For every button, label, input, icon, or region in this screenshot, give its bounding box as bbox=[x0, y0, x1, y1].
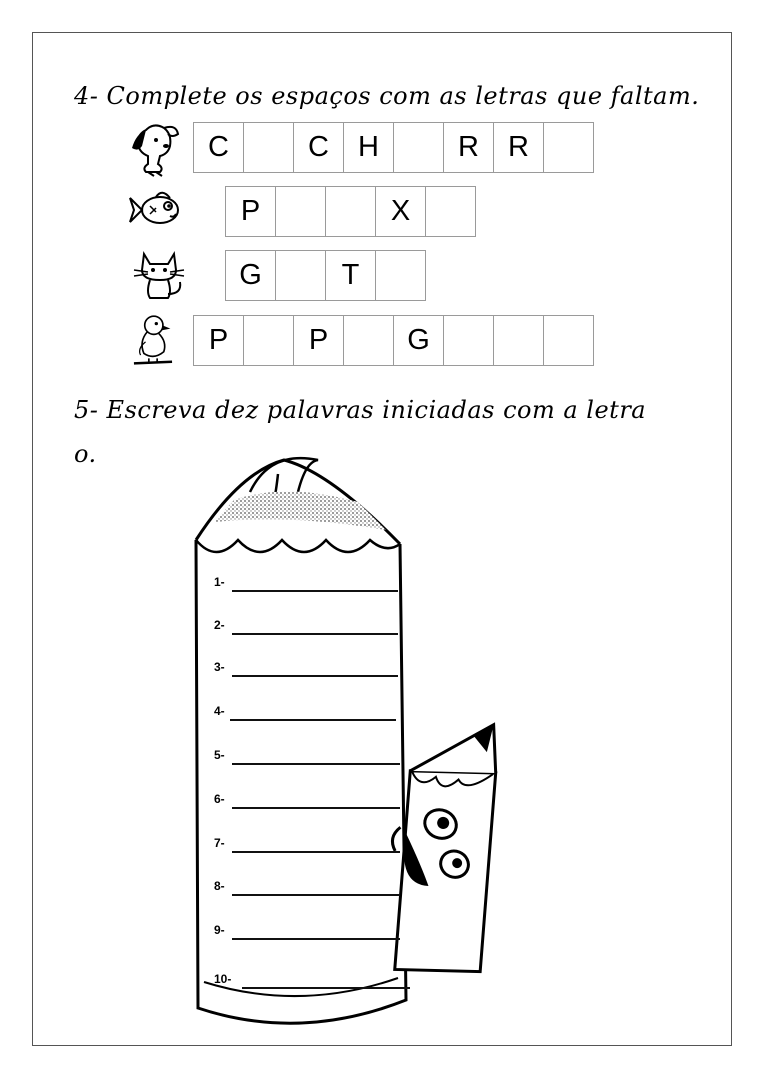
writing-line[interactable] bbox=[232, 633, 398, 635]
line-number: 10- bbox=[214, 972, 232, 986]
writing-line[interactable] bbox=[232, 807, 400, 809]
pencil-illustration bbox=[180, 452, 560, 1032]
letter-row-cat bbox=[225, 250, 426, 302]
line-number: 8- bbox=[214, 879, 225, 893]
letter-cell[interactable]: X bbox=[375, 186, 426, 237]
letter-cell[interactable] bbox=[493, 315, 544, 366]
letter-row-bird bbox=[193, 315, 594, 367]
fish-icon bbox=[126, 182, 184, 240]
letter-cell[interactable]: G bbox=[225, 250, 276, 301]
letter-cell[interactable]: G bbox=[393, 315, 444, 366]
letter-cell[interactable]: P bbox=[193, 315, 244, 366]
letter-row-fish bbox=[225, 186, 476, 238]
letter-cell[interactable]: R bbox=[493, 122, 544, 173]
letter-cell[interactable] bbox=[393, 122, 444, 173]
letter-cell[interactable] bbox=[543, 315, 594, 366]
letter-cell[interactable]: P bbox=[293, 315, 344, 366]
letter-cell[interactable] bbox=[343, 315, 394, 366]
writing-line[interactable] bbox=[232, 590, 398, 592]
writing-line[interactable] bbox=[232, 763, 400, 765]
letter-cell[interactable]: T bbox=[325, 250, 376, 301]
line-number: 9- bbox=[214, 923, 225, 937]
letter-cell[interactable] bbox=[243, 122, 294, 173]
writing-line[interactable] bbox=[232, 938, 400, 940]
writing-line[interactable] bbox=[242, 987, 410, 989]
exercise-5-title-continuation: o. bbox=[74, 440, 97, 468]
bird-icon bbox=[124, 312, 182, 370]
line-number: 3- bbox=[214, 660, 225, 674]
writing-line[interactable] bbox=[230, 719, 396, 721]
line-number: 7- bbox=[214, 836, 225, 850]
pencil-drawing bbox=[180, 452, 560, 1032]
cat-icon bbox=[130, 244, 188, 302]
letter-cell[interactable] bbox=[375, 250, 426, 301]
letter-cell[interactable] bbox=[443, 315, 494, 366]
letter-cell[interactable]: C bbox=[193, 122, 244, 173]
letter-row-dog bbox=[193, 122, 594, 174]
letter-cell[interactable]: P bbox=[225, 186, 276, 237]
writing-line[interactable] bbox=[232, 675, 398, 677]
line-number: 5- bbox=[214, 748, 225, 762]
letter-cell[interactable] bbox=[543, 122, 594, 173]
letter-cell[interactable] bbox=[275, 250, 326, 301]
writing-line[interactable] bbox=[232, 894, 400, 896]
letter-cell[interactable] bbox=[425, 186, 476, 237]
letter-cell[interactable]: H bbox=[343, 122, 394, 173]
exercise-5-title: 5- Escreva dez palavras iniciadas com a letra bbox=[74, 396, 647, 424]
writing-line[interactable] bbox=[232, 851, 400, 853]
letter-cell[interactable] bbox=[275, 186, 326, 237]
letter-cell[interactable] bbox=[325, 186, 376, 237]
line-number: 4- bbox=[214, 704, 225, 718]
letter-cell[interactable]: C bbox=[293, 122, 344, 173]
line-number: 1- bbox=[214, 575, 225, 589]
line-number: 2- bbox=[214, 618, 225, 632]
line-number: 6- bbox=[214, 792, 225, 806]
letter-cell[interactable] bbox=[243, 315, 294, 366]
exercise-4-title: 4- Complete os espaços com as letras que faltam. bbox=[74, 82, 700, 110]
letter-cell[interactable]: R bbox=[443, 122, 494, 173]
dog-icon bbox=[124, 120, 182, 178]
